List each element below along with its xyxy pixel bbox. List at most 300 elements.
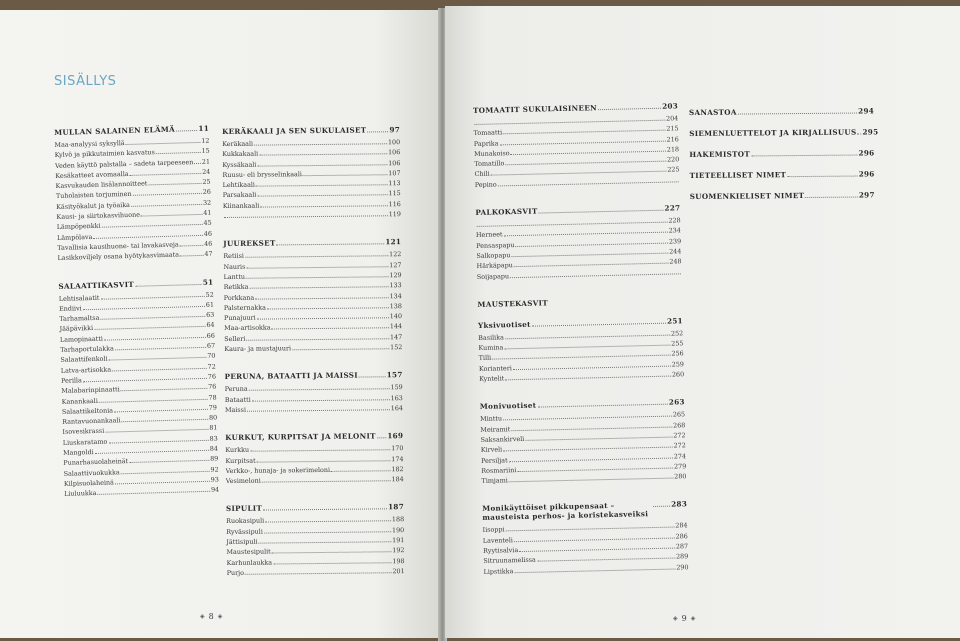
entry-label: Peruna — [224, 385, 248, 394]
entry-label: Vesimeloni — [225, 476, 261, 486]
dot-leader — [857, 133, 861, 134]
dot-leader — [249, 287, 388, 289]
entry-page-number: 170 — [391, 444, 404, 453]
toc-entry — [223, 209, 401, 221]
section-page-number: 227 — [664, 203, 681, 213]
dot-leader — [245, 256, 388, 258]
dot-leader — [102, 224, 203, 228]
toc-title: SISÄLLYS — [54, 74, 117, 89]
entry-page-number: 127 — [389, 260, 402, 269]
entry-page-number: 256 — [671, 349, 684, 359]
entry-label: Kausi- ja siirtokasvihuone — [56, 210, 141, 222]
dot-leader — [263, 509, 387, 511]
section-title: SUOMENKIELISET NIMET — [689, 190, 805, 201]
dot-leader — [738, 113, 857, 115]
entry-page-number: 289 — [675, 552, 689, 561]
dot-leader — [751, 155, 858, 157]
entry-label: Salaattikeltonia — [61, 406, 114, 416]
entry-label: Liuluukka — [64, 489, 97, 499]
entry-page-number: 46 — [203, 229, 213, 238]
dot-leader — [514, 568, 675, 573]
entry-page-number: 24 — [202, 167, 211, 176]
entry-page-number: 84 — [209, 444, 219, 453]
toc-section — [689, 106, 874, 117]
dot-leader — [245, 572, 391, 575]
dot-leader — [257, 164, 387, 166]
dot-leader — [99, 398, 208, 402]
dot-leader — [180, 255, 203, 257]
dot-leader — [105, 429, 208, 433]
dot-leader — [121, 388, 207, 391]
entry-label: Tomatillo — [474, 159, 505, 169]
entry-page-number: 244 — [669, 247, 682, 256]
entry-label: Minttu — [480, 414, 503, 424]
entry-page-number: 107 — [388, 169, 401, 178]
entry-page-number: 133 — [389, 281, 402, 290]
dot-leader — [252, 399, 390, 401]
dot-leader — [537, 404, 668, 408]
entry-page-number: 52 — [205, 290, 214, 299]
entry-label: Soijapapu — [476, 271, 510, 281]
entry-page-number: 92 — [210, 465, 219, 474]
dot-leader — [104, 337, 206, 341]
entry-label: Purjo — [226, 568, 245, 577]
entry-page-number: 239 — [668, 236, 682, 246]
toc-section-heading — [480, 398, 685, 412]
entry-label: Tomaatti — [473, 128, 503, 138]
right-page-column-1 — [473, 101, 689, 594]
dot-leader — [525, 436, 672, 440]
entry-label: Kurpitsat — [225, 456, 256, 465]
entry-page-number: 191 — [392, 536, 405, 545]
entry-label: Ruusu- eli brysselinkaali — [222, 170, 302, 179]
dot-leader — [359, 377, 386, 378]
entry-label: Palsternakka — [223, 303, 266, 312]
dot-leader — [114, 409, 208, 413]
entry-label: Salaattifenkoli — [60, 354, 108, 365]
entry-label: Persiljat — [480, 455, 508, 465]
entry-page-number: 113 — [388, 179, 401, 188]
dot-leader — [100, 295, 204, 299]
toc-section — [690, 190, 875, 201]
entry-label: Lamopinaatti — [59, 334, 104, 344]
dot-leader — [805, 197, 858, 198]
toc-section-heading — [690, 190, 875, 201]
entry-label: Kumina — [478, 343, 504, 353]
toc-section — [226, 503, 405, 579]
section-title: Monikäyttöiset pikkupensaat – mausteista perhos- ja koristekasveiksi — [482, 501, 649, 523]
dot-leader — [148, 183, 201, 185]
entry-page-number: 272 — [673, 441, 686, 450]
entry-label: Ruokasipuli — [226, 517, 265, 526]
dot-leader — [537, 558, 675, 562]
entry-label: Korianteri — [478, 363, 512, 373]
entry-page-number: 163 — [390, 393, 403, 402]
entry-page-number: 106 — [388, 148, 401, 157]
section-title: MAUSTEKASVIT — [477, 298, 549, 309]
dot-leader — [224, 215, 388, 218]
entry-page-number: 201 — [392, 567, 405, 576]
left-folio — [200, 612, 222, 621]
dot-leader — [93, 235, 203, 239]
entry-page-number: 64 — [206, 321, 215, 330]
entry-label: Parsakaali — [222, 191, 257, 200]
entry-label: Saksankirveli — [480, 434, 525, 444]
dot-leader — [130, 173, 202, 176]
section-page-number: 11 — [198, 123, 210, 133]
entry-label: Punajuuri — [223, 313, 256, 323]
entry-page-number: 164 — [390, 404, 403, 413]
right-page — [445, 6, 960, 638]
entry-page-number: 94 — [210, 485, 220, 494]
entry-page-number: 115 — [388, 189, 401, 198]
dot-leader — [532, 323, 666, 327]
entry-page-number: 174 — [391, 454, 404, 463]
toc-entry — [226, 474, 404, 486]
entry-page-number: 260 — [671, 370, 685, 379]
entry-page-number: 61 — [205, 300, 215, 309]
entry-page-number: 228 — [668, 216, 681, 225]
entry-label: Kiinankaali — [222, 201, 260, 210]
entry-label: Kaura- ja mustajuuri — [224, 344, 292, 354]
entry-label: Liuskaratamo — [62, 437, 108, 447]
entry-label: Kyssäkaali — [222, 160, 257, 169]
entry-label: Ryvässipuli — [226, 527, 263, 536]
entry-label: Maa-artisokka — [224, 323, 271, 333]
entry-page-number: 192 — [392, 546, 405, 555]
toc-entry — [227, 566, 405, 578]
section-title: Monivuotiset — [479, 400, 537, 412]
section-title: SALAATTIKASVIT — [58, 279, 135, 291]
entry-label: Ryytisalvia — [483, 546, 519, 555]
section-page-number: 263 — [668, 397, 685, 407]
toc-section-heading — [225, 370, 403, 381]
dot-leader — [249, 389, 390, 391]
entry-page-number: 83 — [209, 434, 218, 443]
dot-leader — [539, 210, 664, 214]
dot-leader — [255, 297, 388, 299]
section-page-number: 296 — [858, 148, 875, 158]
entry-page-number: 182 — [391, 464, 404, 474]
entry-page-number: 272 — [673, 431, 686, 440]
entry-page-number: 138 — [389, 301, 402, 311]
entry-label: Kanankaali — [61, 396, 98, 406]
entry-label: Herneet — [475, 230, 503, 240]
entry-page-number: 159 — [390, 383, 403, 392]
dot-leader — [135, 283, 202, 286]
entry-label: Munakoiso — [473, 149, 510, 158]
entry-page-number: 284 — [675, 521, 688, 530]
entry-page-number: 220 — [666, 155, 680, 164]
entry-page-number: 25 — [202, 177, 211, 187]
section-title: JUUREKSET — [223, 238, 276, 249]
entry-page-number: 218 — [666, 145, 680, 154]
entry-label: Pepino — [474, 180, 497, 189]
section-page-number: 296 — [858, 169, 875, 179]
entry-label: Lanttu — [223, 272, 246, 281]
entry-page-number: 116 — [388, 199, 401, 209]
dot-leader — [156, 152, 201, 154]
dot-leader — [272, 552, 392, 554]
dot-leader — [505, 376, 671, 381]
dot-leader — [246, 338, 389, 340]
dot-leader — [247, 409, 390, 411]
entry-page-number: 184 — [391, 475, 404, 484]
dot-leader — [180, 245, 203, 247]
section-title: Yksivuotiset — [477, 319, 531, 330]
dot-leader — [121, 470, 210, 473]
dot-leader — [141, 214, 202, 217]
entry-label: Paprika — [473, 139, 499, 148]
entry-page-number: 21 — [201, 157, 211, 166]
entry-label: Kasvukauden lisälannoitteet — [55, 179, 148, 191]
entry-page-number: 78 — [208, 393, 217, 402]
page-number: 8 — [208, 612, 214, 621]
dot-leader — [303, 174, 387, 176]
page-number: 9 — [681, 614, 687, 623]
entry-label: Retiisi — [223, 252, 244, 261]
dot-leader — [509, 478, 674, 483]
ornament-icon: ◈ — [673, 615, 678, 622]
left-page — [0, 10, 440, 638]
section-page-number: 187 — [388, 502, 405, 512]
toc-section-heading — [473, 101, 678, 115]
toc-section-heading — [58, 277, 213, 290]
toc-section-heading — [689, 106, 874, 117]
entry-page-number: 274 — [673, 451, 687, 461]
section-title: HAKEMISTOT — [689, 149, 751, 159]
section-title: SIEMENLUETTELOT JA KIRJALLISUUS — [689, 127, 857, 138]
entry-label: Lämpölava — [56, 232, 93, 242]
toc-section — [225, 370, 403, 415]
entry-page-number: 45 — [203, 219, 212, 228]
dot-leader — [95, 450, 209, 454]
entry-label: Veden käyttö palstalla – sadeta tarpeeseen — [54, 157, 194, 170]
entry-page-number: 248 — [669, 257, 682, 266]
section-page-number: 297 — [858, 190, 875, 200]
entry-label: Tuholaisten torjuminen — [55, 190, 132, 201]
toc-section-heading — [475, 203, 680, 217]
entry-label: Kurkku — [225, 445, 250, 455]
entry-label: Malabarinpinaatti — [61, 385, 120, 396]
entry-page-number: 265 — [672, 410, 686, 419]
dot-leader — [129, 460, 209, 463]
entry-page-number: 80 — [208, 413, 218, 422]
entry-page-number: 72 — [207, 362, 216, 371]
entry-label: Mangoldi — [62, 448, 94, 457]
entry-label: Verkko-, hunaja- ja sokerimeloni — [225, 465, 331, 475]
dot-leader — [331, 470, 390, 472]
entry-label: Bataatti — [224, 395, 251, 404]
entry-page-number: 234 — [668, 226, 681, 235]
toc-section — [473, 101, 680, 190]
toc-section — [480, 398, 687, 487]
dot-leader — [250, 449, 390, 451]
toc-section-heading — [690, 169, 875, 180]
entry-page-number: 63 — [206, 310, 215, 319]
entry-label: Käsityökalut ja työaika — [56, 200, 131, 211]
toc-section — [689, 127, 879, 138]
section-page-number: 169 — [387, 431, 404, 441]
toc-entry — [225, 403, 403, 415]
dot-leader — [131, 204, 202, 207]
toc-section-heading — [223, 238, 401, 249]
entry-page-number: 147 — [389, 332, 403, 342]
dot-leader — [256, 184, 387, 186]
entry-label: Härkäpapu — [476, 261, 513, 271]
entry-page-number: 144 — [389, 322, 403, 331]
dot-leader — [262, 480, 391, 482]
entry-label: Jättisipuli — [226, 537, 258, 546]
section-title: KERÄKAALI JA SEN SUKULAISET — [222, 125, 367, 136]
toc-section — [478, 316, 684, 384]
dot-leader — [254, 143, 387, 145]
entry-label: Selleri — [224, 334, 246, 343]
entry-page-number: 66 — [206, 331, 215, 340]
toc-section-heading — [226, 503, 404, 514]
section-title: SIPULIT — [225, 504, 263, 514]
entry-page-number: 204 — [666, 114, 679, 123]
section-page-number: 283 — [671, 499, 688, 510]
right-folio — [673, 614, 695, 623]
entry-label: Kesäkatteet avomaalla — [55, 169, 129, 180]
toc-section-heading — [478, 316, 683, 330]
entry-page-number: 259 — [671, 360, 684, 369]
entry-label: Tarhamaltsa — [59, 313, 100, 324]
entry-label: Isovesikrassi — [62, 427, 105, 437]
left-page-column-2 — [222, 125, 405, 596]
entry-page-number: 81 — [209, 423, 218, 433]
dot-leader — [97, 491, 210, 495]
toc-section — [477, 295, 682, 309]
dot-leader — [94, 326, 205, 330]
dot-leader — [259, 541, 392, 543]
dot-leader — [112, 367, 206, 371]
ornament-icon: ◈ — [217, 613, 223, 620]
toc-section-heading — [482, 500, 687, 523]
dot-leader — [133, 193, 202, 196]
section-page-number: 294 — [858, 106, 875, 116]
entry-page-number: 190 — [391, 525, 405, 534]
dot-leader — [367, 131, 388, 132]
entry-label: Keräkaali — [222, 139, 254, 148]
dot-leader — [246, 276, 388, 278]
entry-label: Maustesipulit — [226, 547, 271, 557]
entry-page-number: 32 — [202, 198, 212, 207]
entry-label: Nauris — [223, 262, 246, 271]
entry-page-number: 119 — [388, 210, 401, 219]
dot-leader — [265, 521, 391, 523]
entry-label: Laventeli — [482, 535, 513, 545]
dot-leader — [516, 242, 668, 246]
dot-leader — [246, 266, 388, 268]
toc-section-heading — [222, 125, 400, 136]
dot-leader — [108, 440, 208, 444]
section-title: PERUNA, BATAATTI JA MAISSI — [224, 370, 358, 382]
entry-label: Salaattivuokukka — [63, 467, 120, 478]
entry-page-number: 79 — [208, 403, 217, 412]
entry-label: Rosmariini — [481, 465, 517, 475]
entry-page-number: 252 — [670, 329, 684, 338]
entry-label: Maa-analyysi syksyllä — [54, 139, 125, 149]
entry-page-number: 268 — [672, 420, 686, 430]
entry-page-number: 255 — [671, 339, 684, 348]
right-page-column-2 — [689, 106, 879, 213]
entry-label: Kirveli — [480, 445, 503, 455]
entry-page-number: 76 — [208, 382, 217, 392]
section-page-number: 157 — [386, 370, 403, 380]
toc-section — [222, 125, 401, 221]
dot-leader — [498, 181, 679, 186]
section-page-number: 121 — [385, 237, 402, 247]
dot-leader — [259, 154, 387, 156]
dot-leader — [109, 357, 207, 361]
entry-page-number: 287 — [675, 542, 689, 551]
dot-leader — [598, 108, 661, 110]
ornament-icon: ◈ — [690, 615, 696, 622]
toc-section-heading — [54, 124, 209, 137]
toc-section — [475, 203, 682, 281]
entry-label: Pensaspapu — [476, 240, 515, 250]
entry-label: Lämpöpenkki — [56, 222, 101, 232]
entry-page-number: 140 — [389, 312, 403, 321]
entry-label: Tavallisia kausihuone- tai lavakasveja — [57, 240, 179, 252]
entry-page-number: 198 — [392, 556, 405, 565]
entry-page-number: 12 — [201, 136, 210, 145]
entry-label: Jääpävikki — [59, 324, 94, 334]
entry-page-number: 188 — [391, 515, 405, 524]
entry-label: Latva-artisokka — [60, 365, 112, 375]
toc-section — [58, 277, 219, 499]
dot-leader — [257, 317, 389, 319]
entry-label: Tilli — [478, 354, 492, 363]
entry-page-number: 26 — [202, 188, 211, 197]
entry-page-number: 279 — [673, 462, 687, 471]
dot-leader — [126, 142, 201, 145]
section-title: TIETEELLISET NIMET — [689, 170, 787, 180]
dot-leader — [176, 130, 198, 132]
entry-page-number: 15 — [201, 146, 210, 156]
ornament-icon: ◈ — [200, 613, 205, 620]
left-page-column-1 — [54, 124, 220, 518]
dot-leader — [83, 306, 205, 310]
dot-leader — [264, 531, 391, 533]
section-title: TOMAATIT SUKULAISINEEN — [473, 103, 598, 115]
entry-label: Perilla — [60, 376, 82, 385]
toc-section — [482, 500, 689, 577]
dot-leader — [267, 307, 389, 309]
entry-label: Tarhaportulakka — [60, 344, 114, 354]
dot-leader — [787, 176, 857, 178]
dot-leader — [115, 481, 210, 485]
toc-section — [54, 124, 213, 264]
toc-section — [690, 169, 875, 180]
entry-page-number: 129 — [389, 271, 402, 280]
entry-page-number: 93 — [210, 475, 219, 484]
entry-page-number: 106 — [388, 158, 401, 167]
toc-section-heading — [689, 148, 874, 159]
toc-section — [689, 148, 874, 159]
entry-label: Endiivi — [58, 304, 82, 313]
dot-leader — [653, 506, 670, 507]
entry-label: Salkopapu — [476, 251, 511, 260]
section-title: KURKUT, KURPITSAT JA MELONIT — [225, 431, 376, 443]
entry-label: Retikka — [223, 282, 249, 292]
dot-leader — [194, 163, 201, 164]
entry-label: Basilika — [478, 333, 504, 342]
entry-label: Sitruunamelissa — [483, 556, 536, 566]
entry-page-number: 47 — [204, 249, 213, 259]
